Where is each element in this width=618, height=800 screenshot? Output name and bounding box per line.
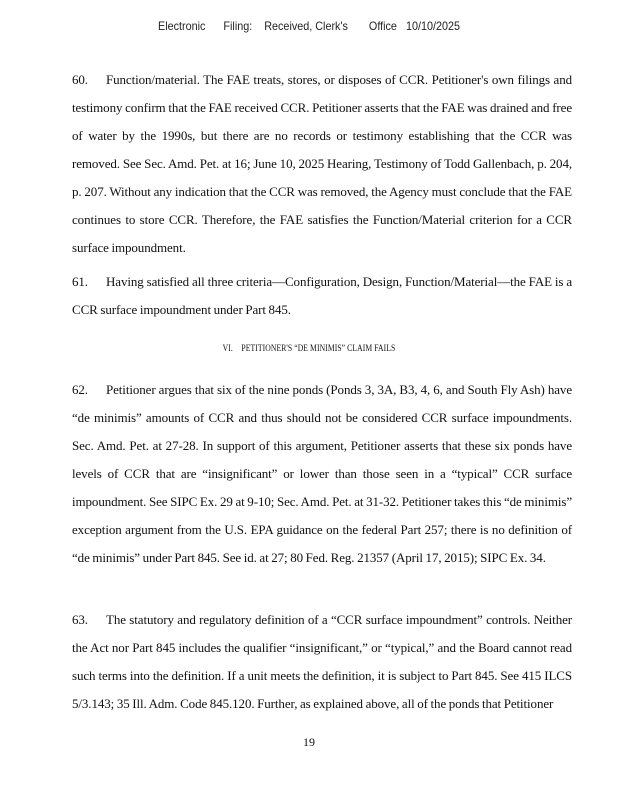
paragraph-61 <box>72 268 572 324</box>
paragraph-60 <box>72 66 572 262</box>
section-heading <box>46 343 571 353</box>
paragraph-63 <box>72 606 572 718</box>
page-number: 19 <box>303 735 315 749</box>
paragraph-number: 60. <box>72 72 88 87</box>
paragraph-text: Having satisfied all three criteria—Configuration, Design, Function/Material—the FAE is a CCR surface impoundment under Part 845. <box>72 274 572 317</box>
section-title: PETITIONER'S “DE MINIMIS” CLAIM FAILS <box>241 343 396 353</box>
paragraph-text: Petitioner argues that six of the nine ponds (Ponds 3, 3A, B3, 4, 6, and South Fly Ash) have “de minimis” amounts of CCR and thus should not be considered CCR surface impoundments. Sec. Amd. Pet. at 27-28. In support of this argument, Petitioner asserts that these six ponds have levels of CCR that are “insignificant” or lower than those seen in a “typical” CCR surface impoundment. See SIPC Ex. 29 at 9-10; Sec. Amd. Pet. at 31-32. Petitioner takes this “de minimis” exception argument from the U.S. EPA guidance on the federal Part 257; there is no definition of “de minimis” under Part 845. See id. at 27; 80 Fed. Reg. 21357 (April 17, 2015); SIPC Ex. 34. <box>72 382 572 565</box>
filing-header: Electronic Filing: Received, Clerk's Office 10/10/2025 <box>157 19 461 33</box>
section-numeral: VI. <box>222 343 233 353</box>
paragraph-62 <box>72 376 572 572</box>
paragraph-text: Function/material. The FAE treats, stores, or disposes of CCR. Petitioner's own filings and testimony confirm that the FAE received CCR. Petitioner asserts that the FAE was drained and free of water by the 1990s, but there are no records or testimony establishing that the CCR was removed. See Sec. Amd. Pet. at 16; June 10, 2025 Hearing, Testimony of Todd Gallenbach, p. 204, p. 207. Without any indication that the CCR was removed, the Agency must conclude that the FAE continues to store CCR. Therefore, the FAE satisfies the Function/Material criterion for a CCR surface impoundment. <box>72 72 572 255</box>
paragraph-number: 63. <box>72 612 88 627</box>
paragraph-text: The statutory and regulatory definition of a “CCR surface impoundment” controls. Neither the Act nor Part 845 includes the qualifier “insignificant,” or “typical,” and the Board cannot read such terms into the definition. If a unit meets the definition, it is subject to Part 845. See 415 ILCS 5/3.143; 35 Ill. Adm. Code 845.120. Further, as explained above, all of the ponds that Petitioner <box>72 612 572 711</box>
paragraph-number: 62. <box>72 382 88 397</box>
paragraph-number: 61. <box>72 274 88 289</box>
